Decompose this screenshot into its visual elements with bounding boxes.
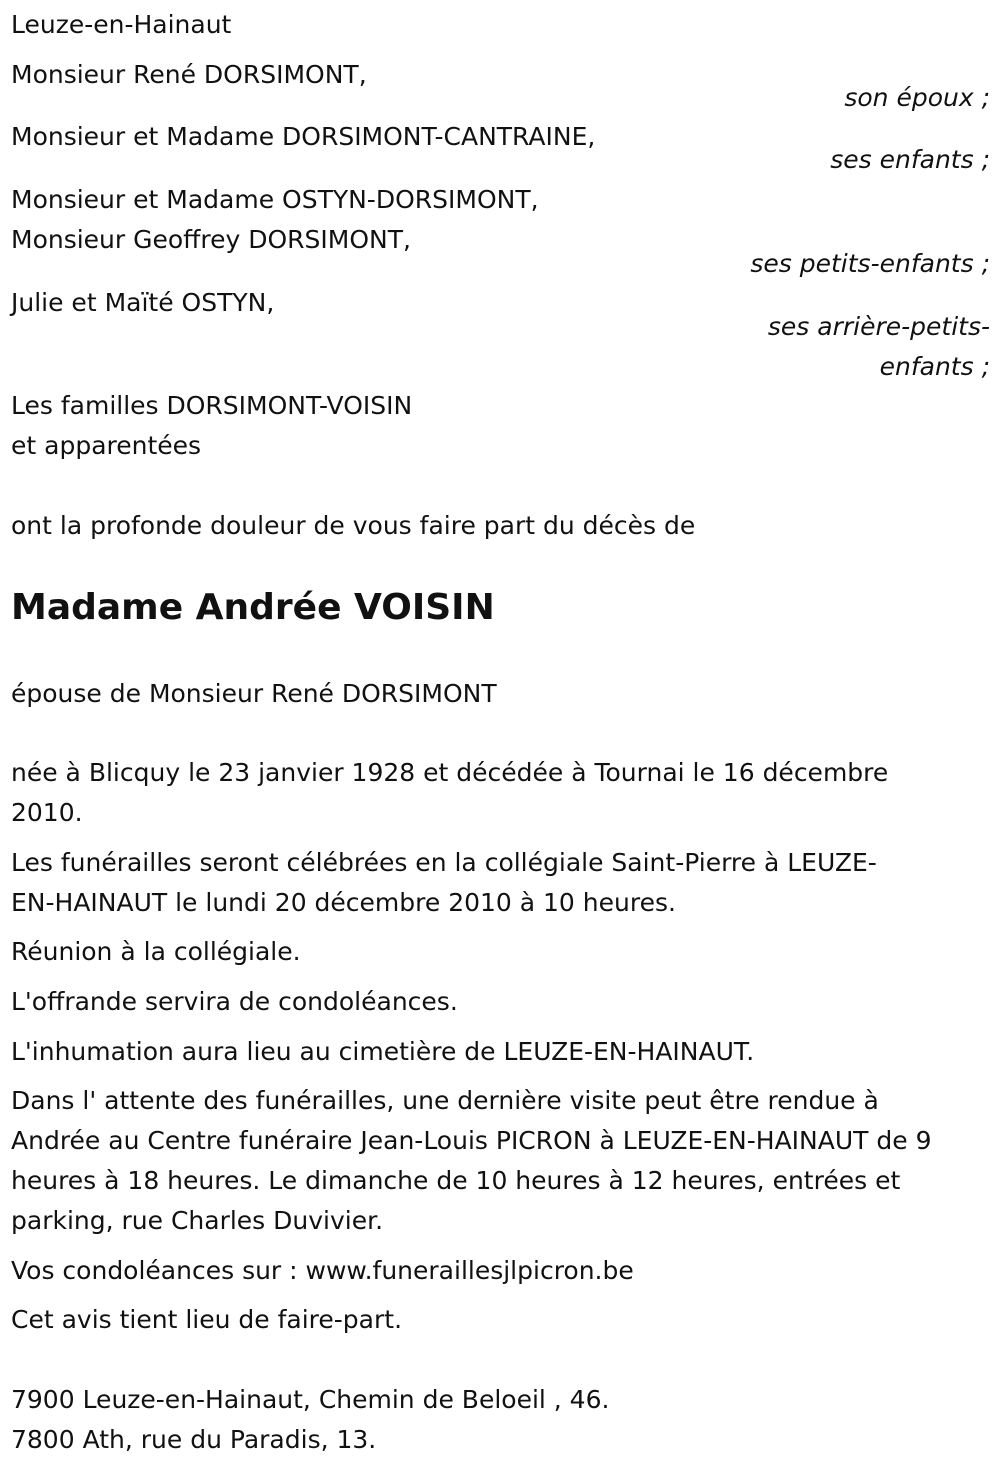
family-member-grandchildren-2: Monsieur Geoffrey DORSIMONT, — [11, 225, 411, 254]
visit-line1: Dans l' attente des funérailles, une dernière visite peut être rendue à — [11, 1086, 879, 1115]
deceased-name: Madame Andrée VOISIN — [11, 587, 495, 628]
relation-great-grandchildren-line1: ses arrière-petits- — [767, 312, 990, 341]
visit-line2: Andrée au Centre funéraire Jean-Louis PICRON à LEUZE-EN-HAINAUT de 9 — [11, 1126, 932, 1155]
relation-grandchildren: ses petits-enfants ; — [750, 249, 990, 278]
notice-text: Cet avis tient lieu de faire-part. — [11, 1305, 403, 1334]
relation-children: ses enfants ; — [830, 145, 990, 174]
spouse-line: épouse de Monsieur René DORSIMONT — [11, 679, 497, 708]
birth-death-line1: née à Blicquy le 23 janvier 1928 et décédée à Tournai le 16 décembre — [11, 758, 889, 787]
visit-line4: parking, rue Charles Duvivier. — [11, 1206, 384, 1235]
announcement-text: ont la profonde douleur de vous faire part du décès de — [11, 511, 696, 540]
family-member-great-grandchildren: Julie et Maïté OSTYN, — [11, 288, 275, 317]
families-line2: et apparentées — [11, 431, 202, 460]
meeting-text: Réunion à la collégiale. — [11, 937, 301, 966]
address-leuze: 7900 Leuze-en-Hainaut, Chemin de Beloeil , 46. — [11, 1385, 610, 1414]
family-member-spouse: Monsieur René DORSIMONT, — [11, 60, 367, 89]
funeral-line1: Les funérailles seront célébrées en la collégiale Saint-Pierre à LEUZE- — [11, 848, 877, 877]
offering-text: L'offrande servira de condoléances. — [11, 987, 458, 1016]
address-ath: 7800 Ath, rue du Paradis, 13. — [11, 1425, 377, 1454]
burial-text: L'inhumation aura lieu au cimetière de LEUZE-EN-HAINAUT. — [11, 1037, 755, 1066]
condolences-text: Vos condoléances sur : www.funeraillesjlpicron.be — [11, 1256, 634, 1285]
family-member-children: Monsieur et Madame DORSIMONT-CANTRAINE, — [11, 122, 596, 151]
relation-spouse: son époux ; — [844, 83, 990, 112]
visit-line3: heures à 18 heures. Le dimanche de 10 heures à 12 heures, entrées et — [11, 1166, 901, 1195]
funeral-line2: EN-HAINAUT le lundi 20 décembre 2010 à 10 heures. — [11, 888, 676, 917]
relation-great-grandchildren-line2: enfants ; — [879, 352, 990, 381]
family-member-grandchildren-1: Monsieur et Madame OSTYN-DORSIMONT, — [11, 185, 539, 214]
families-line1: Les familles DORSIMONT-VOISIN — [11, 391, 413, 420]
town-heading: Leuze-en-Hainaut — [11, 10, 232, 39]
birth-death-line2: 2010. — [11, 798, 83, 827]
